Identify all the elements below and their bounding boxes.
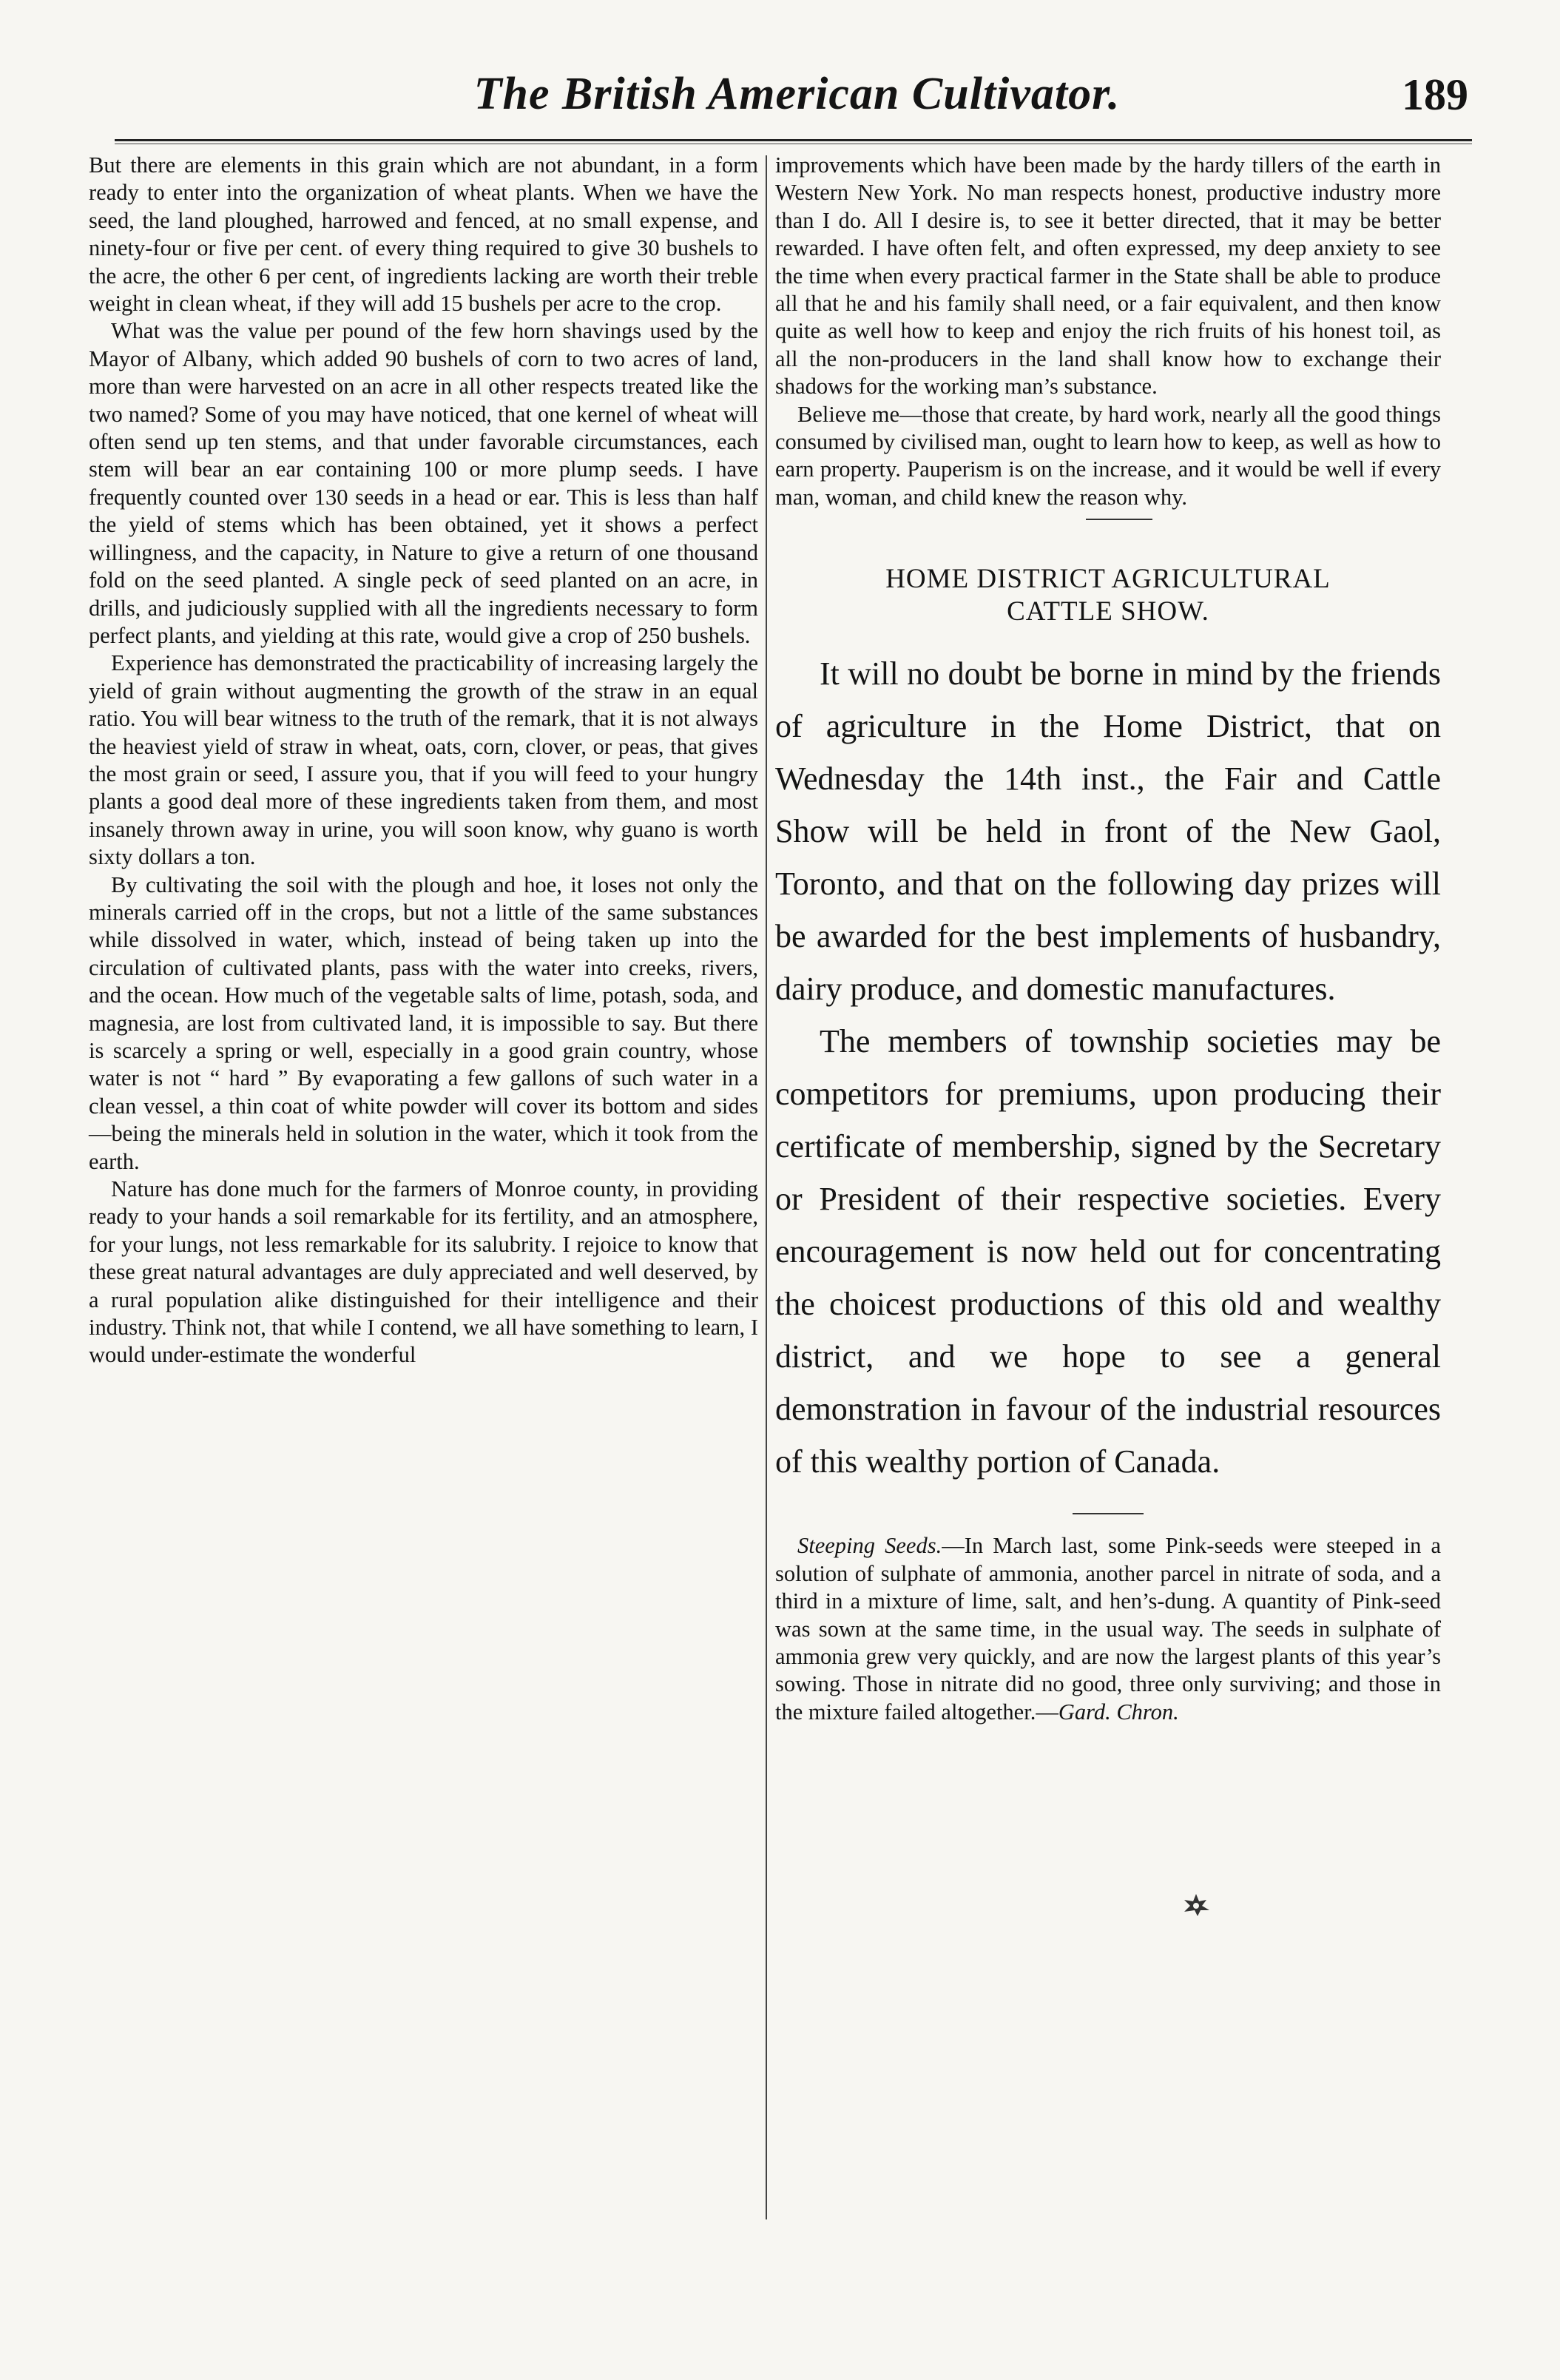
- steeping-seeds-text: —In March last, some Pink-seeds were steeped in a solution of sulphate of ammonia, another parcel in nitrate of soda, and a third in a mixture of lime, salt, and hen’s-dung. A quantity of Pink-seed was sown at the same time, in the usual way. The seeds in sulphate of ammonia grew very quickly, and are now the largest plants of this year’s sowing. Those in nitrate did no good, three only surviving; and those in the mixture failed altogether.—: [775, 1533, 1442, 1725]
- right-paragraph-1: improvements which have been made by the hardy tillers of the earth in Western New York. No man respects honest, productive industry more than I do. All I desire is, to see it better directed, that it may be better rewarded. I have often felt, and often expressed, my deep anxiety to see the time when every practical farmer in the State shall be able to produce all that he and his family shall need, or a fair equivalent, and then know quite as well how to keep and enjoy the rich fruits of his honest toil, as all the non-producers in the land shall know how to exchange their shadows for the working man’s substance.: [775, 152, 1441, 400]
- header-rule: [115, 139, 1472, 144]
- left-paragraph-1: But there are elements in this grain which are not abundant, in a form ready to enter into the organization of wheat plants. When we have the seed, the land ploughed, harrowed and fenced, at no small expense, and ninety-four or five per cent. of every thing required to give 30 bushels to the acre, the other 6 per cent, of ingredients lacking are worth their treble weight in clean wheat, if they will add 15 bushels per acre to the crop.: [89, 152, 758, 317]
- left-paragraph-3: Experience has demonstrated the practicability of increasing largely the yield of grain without augmenting the growth of the straw in an equal ratio. You will bear witness to the truth of the remark, that it is not always the heaviest yield of straw in wheat, oats, corn, clover, or peas, that gives the most grain or seed, I assure you, that if you will feed to your hungry plants a good deal more of these ingredients taken from them, and most insanely thrown away in urine, you will soon know, why guano is worth sixty dollars a ton.: [89, 650, 758, 870]
- cattle-show-paragraph-2: The members of township societies may be competitors for premiums, upon producing their certificate of membership, signed by the Secretary or President of their respective societies. Every encouragement is now held out for concentrating the choicest productions of this old and wealthy district, and we hope to see a general demonstration in favour of the industrial resources of this wealthy portion of Canada.: [775, 1023, 1441, 1480]
- cattle-show-article: [775, 647, 1441, 1488]
- printer-ornament-icon: [1180, 1891, 1212, 1918]
- right-column: [775, 152, 1441, 1726]
- article-end-rule: [1073, 1513, 1144, 1514]
- steeping-seeds-title: Steeping Seeds.: [797, 1533, 942, 1559]
- page-number: 189: [1402, 70, 1468, 119]
- section-heading-line-1: HOME DISTRICT AGRICULTURAL: [885, 564, 1331, 595]
- left-paragraph-5: Nature has done much for the farmers of Monroe county, in providing ready to your hands a soil remarkable for its fertility, and an atmosphere, for your lungs, not less remarkable for its salubrity. I rejoice to know that these great natural advantages are duly appreciated and well deserved, by a rural population alike distinguished for their intelligence and their industry. Think not, that while I contend, we all have something to learn, I would under-estimate the wonderful: [89, 1176, 758, 1368]
- section-separator: [1086, 519, 1152, 520]
- column-divider: [766, 155, 767, 2219]
- running-title: The British American Cultivator.: [473, 69, 1121, 119]
- left-paragraph-2: What was the value per pound of the few horn shavings used by the Mayor of Albany, which added 90 bushels of corn to two acres of land, more than were harvested on an acre in all other respects treated like the two named? Some of you may have noticed, that one kernel of wheat will often send up ten stems, and that under favorable circumstances, each stem will bear an ear containing 100 or more plump seeds. I have frequently counted over 130 seeds in a head or ear. This is less than half the yield of stems which has been obtained, yet it shows a perfect willingness, and the capacity, in Nature to give a return of one thousand fold on the seed planted. A single peck of seed planted on an acre, in drills, and judiciously supplied with all the ingredients necessary to form perfect plants, and yielding at this rate, would give a crop of 250 bushels.: [89, 318, 758, 648]
- steeping-seeds-paragraph: [775, 1532, 1441, 1726]
- section-heading: [775, 563, 1441, 628]
- left-paragraph-4: By cultivating the soil with the plough and hoe, it loses not only the minerals carried off in the crops, but not a little of the same substances while dissolved in water, which, instead of being taken up into the circulation of cultivated plants, pass with the water into creeks, rivers, and the ocean. How much of the vegetable salts of lime, potash, soda, and magnesia, are lost from cultivated land, it is impossible to say. But there is scarcely a spring or well, especially in a good grain country, whose water is not “ hard ” By evaporating a few gallons of such water in a clean vessel, a thin coat of white powder will cover its bottom and sides—being the minerals held in solution in the water, which it took from the earth.: [89, 872, 758, 1174]
- left-column: [89, 152, 758, 1369]
- section-heading-line-2: CATTLE SHOW.: [1007, 596, 1209, 627]
- steeping-seeds-source: Gard. Chron.: [1058, 1699, 1179, 1725]
- page-header: [118, 68, 1476, 127]
- cattle-show-paragraph-1: It will no doubt be borne in mind by the friends of agriculture in the Home District, that on Wednesday the 14th inst., the Fair and Cattle Show will be held in front of the New Gaol, Toronto, and that on the following day prizes will be awarded for the best implements of husbandry, dairy produce, and domestic manufactures.: [775, 655, 1441, 1008]
- right-paragraph-2: Believe me—those that create, by hard work, nearly all the good things consumed by civilised man, ought to learn how to keep, as well as how to earn property. Pauperism is on the increase, and it would be well if every man, woman, and child knew the reason why.: [775, 401, 1441, 510]
